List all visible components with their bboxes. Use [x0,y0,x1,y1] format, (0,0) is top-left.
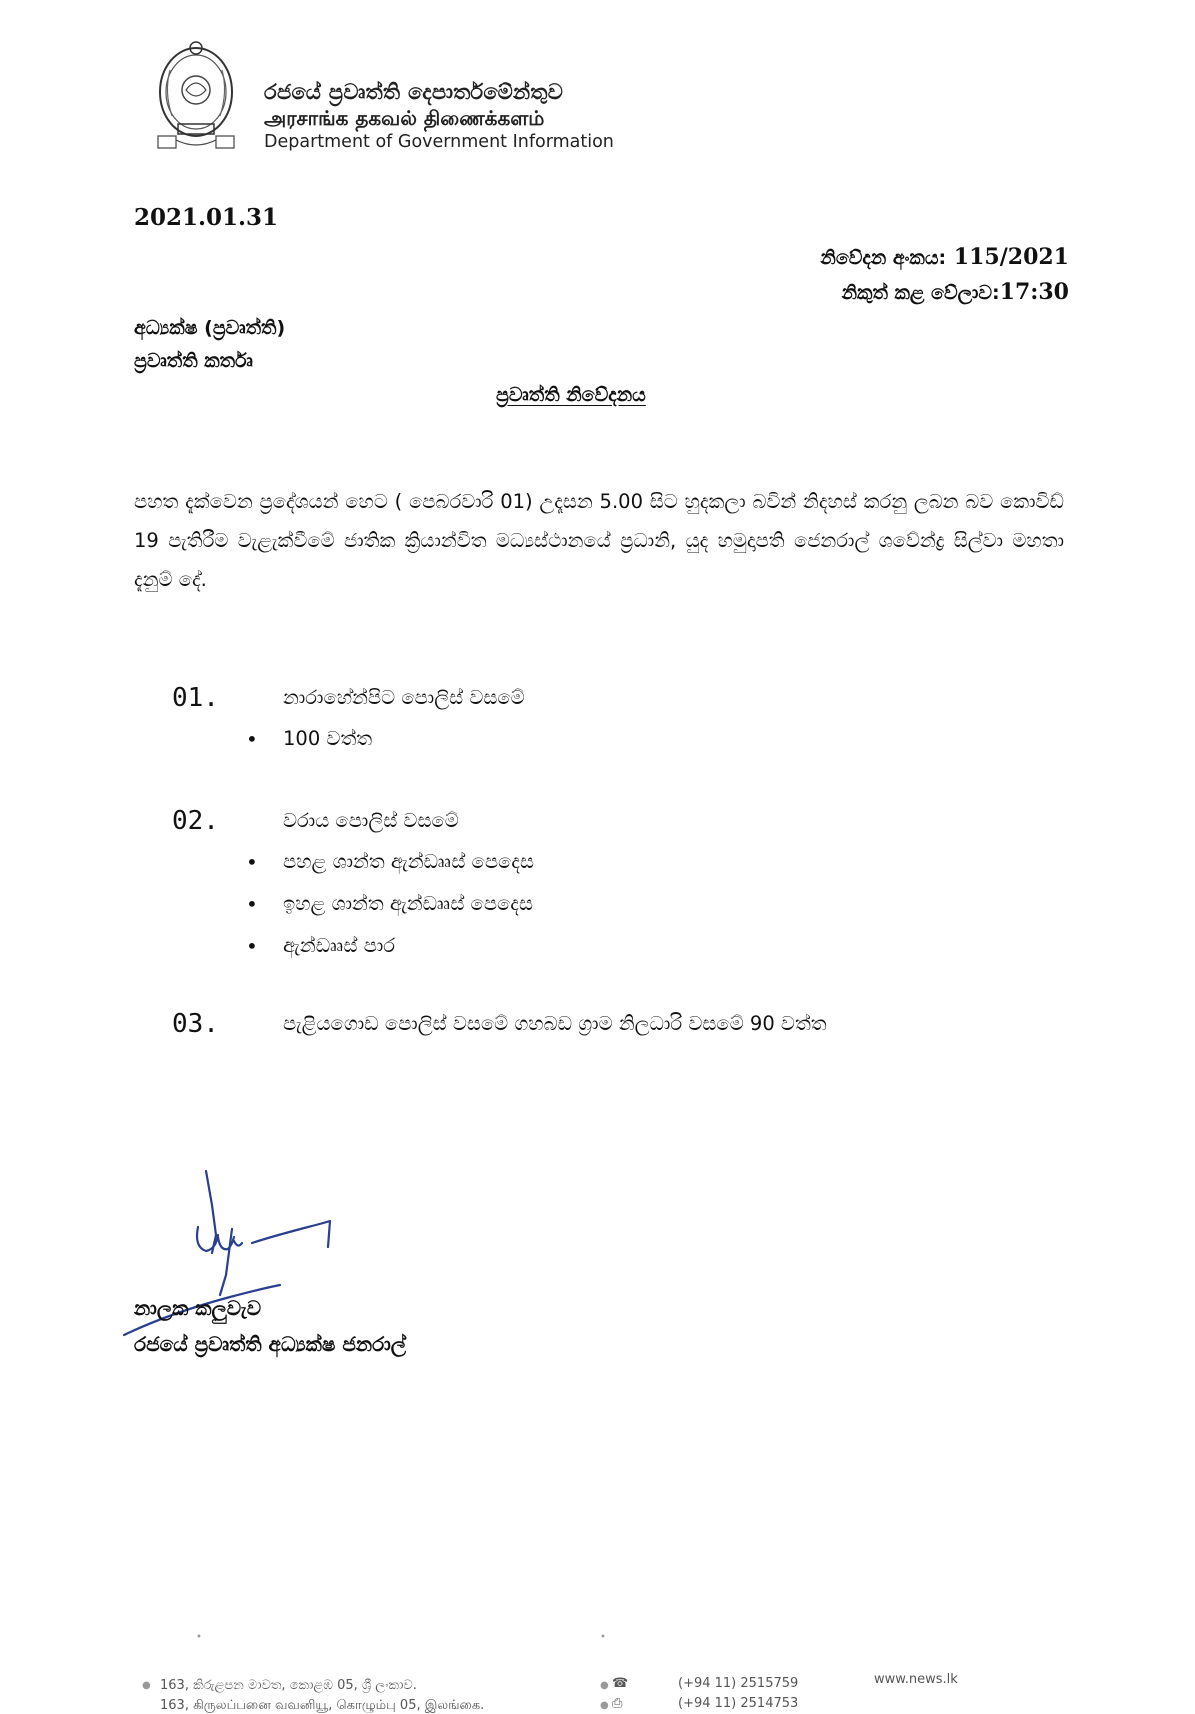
issued-time-value: 17:30 [999,279,1069,305]
bullet-point: • [246,727,258,751]
bullet-point: • [246,850,258,874]
footer-address-sinhala: 163, කිරුළපන මාවත, කොළඹ 05, ශ්‍රී ලංකාව. [160,1678,417,1693]
footer-telephone: (+94 11) 2515759 [678,1676,799,1691]
addressee-line-2: ප්‍රවෘත්ති කර්තෘ [134,350,253,372]
item-number-01: 01. [172,683,219,713]
body-paragraph: පහත දැක්වෙන ප්‍රදේශයන් හෙට ( පෙබරවාරි 01) උදෑසන 5.00 සිට හුදකලා බවින් නිදහස් කරනු ලබන බව කොවිඩ් 19 පැතිරීම වැළැක්වීමේ ජාතික ක්‍රියාන්විත මධ්‍යස්ථානයේ ප්‍රධානි, යුද හමුදාපති ජෙනරාල් ශවේන්ද්‍ර සිල්වා මහතා දැනුම් දේ. [134,490,1064,591]
item-02-bullet-1: පහළ ශාන්ත ඇන්ඩෲස් පෙදෙස [283,850,534,873]
department-name-sinhala: රජයේ ප්‍රවෘත්ති දෙපාර්තමේන්තුව [264,80,564,104]
handwritten-signature [120,1165,360,1355]
item-title-03: පැළියගොඩ පොලිස් වසමේ ගහබඩ ග්‍රාම නිලධාරි වසමේ 90 වත්ත [283,1012,827,1035]
item-01-bullet-1: 100 වත්ත [283,727,373,750]
release-number-value: 115/2021 [953,244,1069,270]
item-02-bullet-3: ඇන්ඩෲස් පාර [283,934,396,957]
phone-icon: ☎ [612,1676,629,1691]
government-emblem-logo [150,40,242,152]
bullet-point: • [246,934,258,958]
bullet-point: • [246,892,258,916]
footer-bullet: ● [600,1700,609,1711]
fax-icon: ⎙ [612,1696,623,1711]
department-name-tamil: அரசாங்க தகவல் திணைக்களம் [264,106,545,130]
item-number-02: 02. [172,806,219,836]
issued-time-label: නිකුත් කළ වේලාව: [841,282,1000,304]
footer-fax: (+94 11) 2514753 [678,1696,799,1711]
footer-dot: • [600,1632,606,1643]
item-title-01: නාරාහේන්පිට පොලිස් වසමේ [283,686,525,709]
footer-bullet: ● [142,1680,151,1691]
signatory-name: නාලක කලුවැව [134,1296,262,1320]
footer-address-tamil: 163, கிருலப்பனை வவனியூ, கொழும்பு 05, இலங்கை. [160,1698,485,1713]
release-number [820,244,1069,270]
item-02-bullet-2: ඉහළ ශාන්ත ඇන්ඩෲස් පෙදෙස [283,892,533,915]
release-date: 2021.01.31 [134,204,279,231]
item-title-02: වරාය පොලිස් වසමේ [283,809,459,832]
footer-bullet: ● [600,1680,609,1691]
addressee-line-1: අධ්‍යක්ෂ (ප්‍රවෘත්ති) [134,317,286,339]
signatory-title: රජයේ ප්‍රවෘත්ති අධ්‍යක්ෂ ජනරාල් [134,1332,407,1356]
item-number-03: 03. [172,1009,219,1039]
release-number-label: නිවේදන අංකය: [820,247,947,269]
department-name-english: Department of Government Information [264,132,614,152]
footer-website: www.news.lk [874,1672,958,1687]
footer-dot: • [196,1632,202,1643]
document-heading: ප්‍රවෘත්ති නිවේදනය [496,384,646,406]
issued-time [842,279,1069,305]
